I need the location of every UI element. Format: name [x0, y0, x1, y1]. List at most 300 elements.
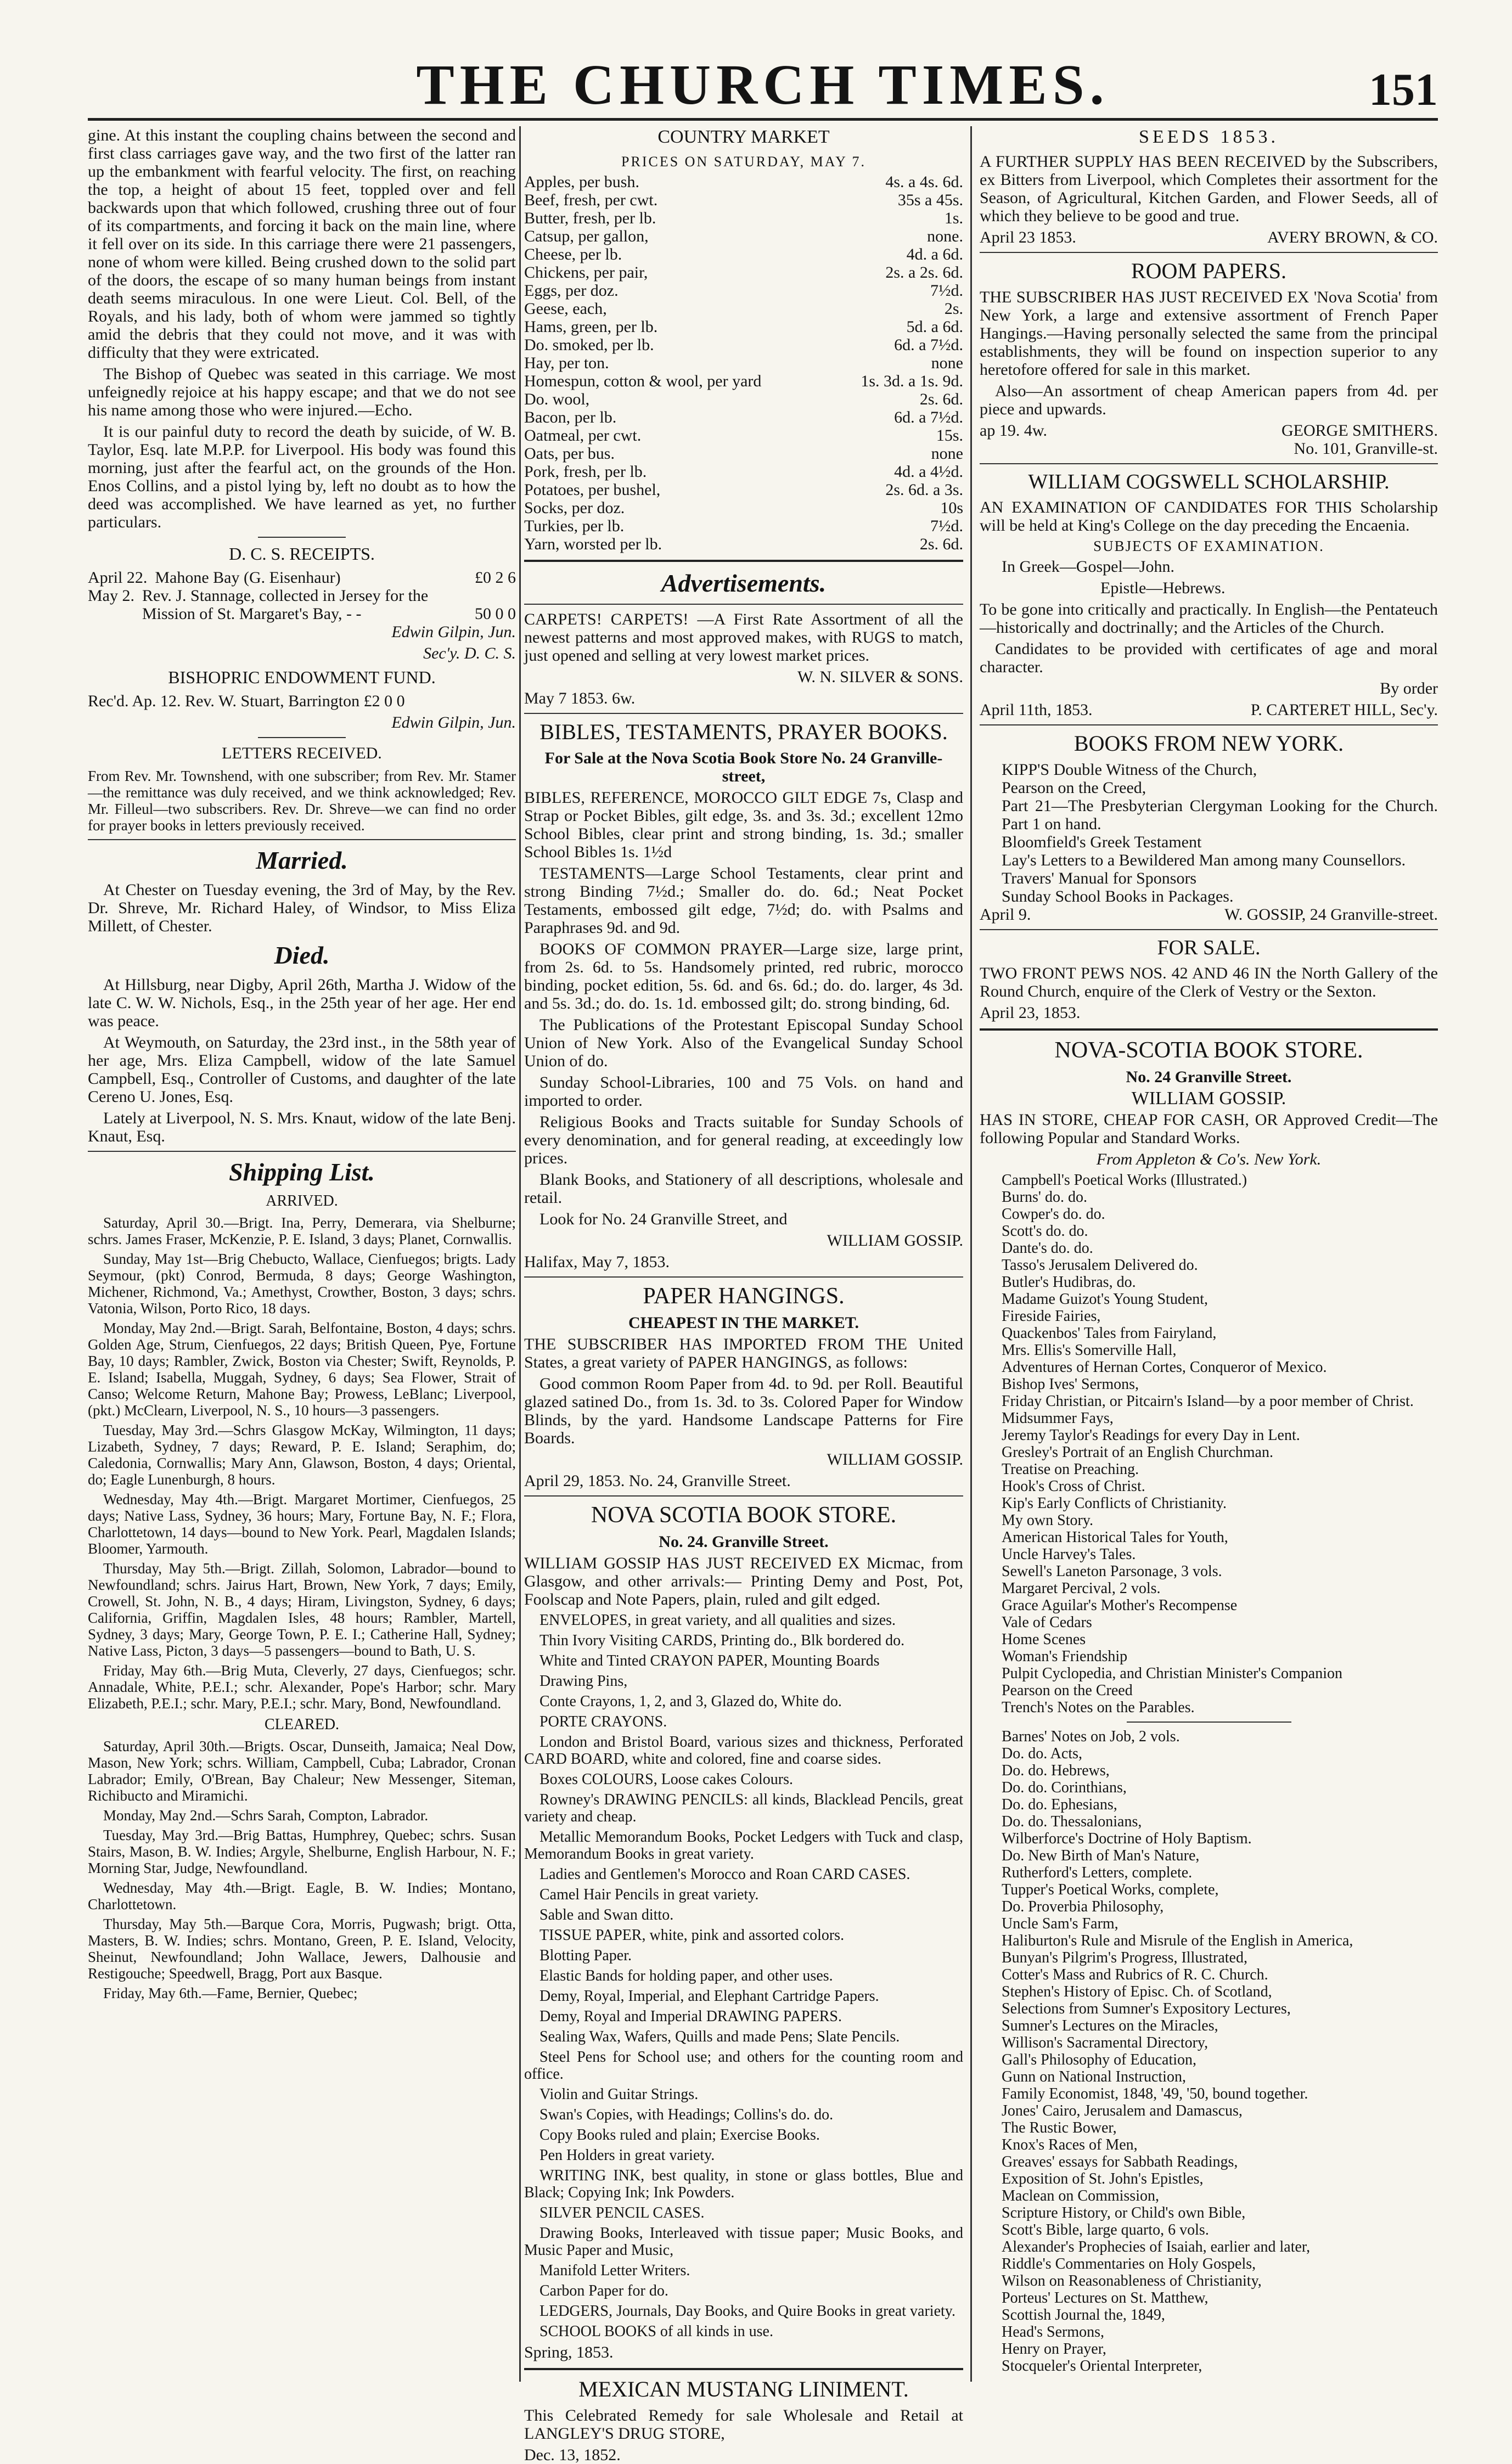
bookstore-book: The Rustic Bower,	[1002, 2119, 1117, 2136]
market-row	[524, 173, 963, 191]
bookstore-book: Quackenbos' Tales from Fairyland,	[1002, 1325, 1217, 1342]
paper-subheading: CHEAPEST IN THE MARKET.	[628, 1314, 859, 1332]
married-text: At Chester on Tuesday evening, the 3rd of May, by the Rev. Dr. Shreve, Mr. Richard Haley, of Windsor, to Miss Eliza Millett, of Chester.	[88, 881, 516, 935]
market-row	[524, 354, 963, 372]
mustang-date: Dec. 13, 1852.	[524, 2446, 621, 2464]
bookstore-book: Uncle Sam's Farm,	[1002, 1915, 1118, 1932]
arrived-entry: Saturday, April 30.—Brigt. Ina, Perry, Demerara, via Shelburne; schrs. James Fraser, McKenzie, P. E. Island, 3 days; Planet, Cornwallis.	[88, 1214, 516, 1247]
bookstore-book: Stephen's History of Episc. Ch. of Scotland,	[1002, 1983, 1272, 2000]
market-item: Beef, fresh, per cwt.	[524, 191, 658, 209]
market-row	[524, 517, 963, 535]
for-sale-date: April 23, 1853.	[980, 1004, 1081, 1022]
nsbs-item: Thin Ivory Visiting CARDS, Printing do., Blk bordered do.	[539, 1632, 905, 1649]
market-price: 6d. a 7½d.	[894, 408, 963, 426]
nsbs-item: Sable and Swan ditto.	[539, 1906, 674, 1923]
ny-book-item: Pearson on the Creed,	[1002, 779, 1146, 797]
masthead-rule	[88, 118, 1438, 121]
nsbs-item: Elastic Bands for holding paper, and other uses.	[539, 1967, 833, 1984]
nsbs-item: WRITING INK, best quality, in stone or glass bottles, Blue and Black; Copying Ink; Ink Powders.	[524, 2167, 963, 2201]
died-heading: Died.	[274, 941, 330, 969]
dcs-signature: Edwin Gilpin, Jun.	[391, 623, 516, 641]
dcs-text: Mahone Bay (G. Eisenhaur)	[155, 569, 341, 587]
arrived-entry: Sunday, May 1st—Brig Chebucto, Wallace, Cienfuegos; brigts. Lady Seymour, (pkt) Conrod, Bermuda, 8 days; George Washington, Michener, Richmond, Va.; Amethyst, Crowther, Boston, 3 days; schrs. Vatonia, Wilson, Porto Rico, 18 days.	[88, 1251, 516, 1317]
nsbs-item: Ladies and Gentlemen's Morocco and Roan CARD CASES.	[539, 1866, 910, 1883]
market-price: 1s.	[944, 209, 963, 227]
bookstore-book: Pulpit Cyclopedia, and Christian Minister's Companion	[1002, 1665, 1343, 1682]
market-row	[524, 227, 963, 245]
column-rule-2	[970, 126, 972, 2382]
column-3	[980, 126, 1438, 2382]
divider	[980, 724, 1438, 725]
market-row	[524, 535, 963, 553]
bookstore-book: Burns' do. do.	[1002, 1189, 1087, 1206]
market-price: 1s. 3d. a 1s. 9d.	[861, 372, 963, 390]
ny-books-footer	[980, 905, 1438, 924]
market-row	[524, 245, 963, 263]
bookstore-book: Vale of Cedars	[1002, 1614, 1092, 1631]
bibles-text: Blank Books, and Stationery of all descriptions, wholesale and retail.	[524, 1171, 963, 1207]
room-papers-date: ap 19. 4w.	[980, 421, 1048, 440]
ny-books-signature: W. GOSSIP, 24 Granville-street.	[1224, 905, 1438, 924]
for-sale-text: TWO FRONT PEWS NOS. 42 AND 46 IN the North Gallery of the Round Church, enquire of the Clerk of Vestry or the Sexton.	[980, 964, 1438, 1000]
nsbs-item: TISSUE PAPER, white, pink and assorted colors.	[539, 1927, 845, 1944]
divider	[980, 252, 1438, 253]
market-item: Chickens, per pair,	[524, 263, 648, 282]
market-price: 4d. a 4½d.	[894, 463, 963, 481]
cogswell-text: AN EXAMINATION OF CANDIDATES FOR THIS Scholarship will be held at King's College on the day preceding the Encaenia.	[980, 498, 1438, 535]
nsbs-item: Carbon Paper for do.	[539, 2282, 668, 2299]
cogswell-order: By order	[1380, 679, 1438, 697]
shipping-heading: Shipping List.	[229, 1158, 375, 1186]
bookstore-book: Scripture History, or Child's own Bible,	[1002, 2204, 1246, 2221]
market-item: Bacon, per lb.	[524, 408, 617, 426]
cogswell-signature: P. CARTERET HILL, Sec'y.	[1250, 701, 1438, 719]
bookstore-book: Porteus' Lectures on St. Matthew,	[1002, 2289, 1209, 2307]
bookstore-book: Barnes' Notes on Job, 2 vols.	[1002, 1728, 1180, 1745]
bookstore-book: Cotter's Mass and Rubrics of R. C. Church.	[1002, 1966, 1268, 1983]
bookstore-book: Fireside Fairies,	[1002, 1308, 1101, 1325]
arrived-entry: Friday, May 6th.—Brig Muta, Cleverly, 27 days, Cienfuegos; schr. Annadale, White, P.E.I.; schr. Alexander, Pope's Harbor; schr. Mary Elizabeth, P.E.I.; schr. Mary, P.E.I.; schr. Mary, Bond, Newfoundland.	[88, 1662, 516, 1712]
bookstore-book: Wilson on Reasonableness of Christianity,	[1002, 2272, 1262, 2289]
market-price: 7½d.	[930, 517, 963, 535]
bookstore-book: Do. do. Ephesians,	[1002, 1796, 1117, 1813]
bookstore-book: Jones' Cairo, Jerusalem and Damascus,	[1002, 2102, 1243, 2119]
bookstore-book: Maclean on Commission,	[1002, 2187, 1159, 2204]
nsbs-item: SCHOOL BOOKS of all kinds in use.	[539, 2323, 773, 2340]
cleared-heading: CLEARED.	[264, 1716, 340, 1733]
page-number: 151	[1369, 64, 1438, 115]
nsbs-subheading: No. 24. Granville Street.	[659, 1533, 829, 1551]
nsbs-item: Camel Hair Pencils in great variety.	[539, 1886, 759, 1903]
market-item: Yarn, worsted per lb.	[524, 535, 662, 553]
market-price: 4d. a 6d.	[906, 245, 963, 263]
cogswell-epistle: Epistle—Hebrews.	[1100, 579, 1226, 597]
market-table	[524, 173, 963, 553]
market-item: Hay, per ton.	[524, 354, 609, 372]
bookstore-book: Midsummer Fays,	[1002, 1410, 1114, 1427]
divider	[524, 713, 963, 714]
ny-book-item: Lay's Letters to a Bewildered Man among many Counsellors.	[1002, 851, 1406, 869]
bookstore-book: Pearson on the Creed	[1002, 1682, 1133, 1699]
cogswell-text: Candidates to be provided with certificates of age and moral character.	[980, 640, 1438, 676]
bookstore-books-2	[980, 1728, 1438, 2375]
bookstore-book: Tupper's Poetical Works, complete,	[1002, 1881, 1219, 1898]
ny-book-item: Part 21—The Presbyterian Clergyman Looking for the Church. Part 1 on hand.	[1002, 797, 1438, 833]
seeds-heading: SEEDS 1853.	[1139, 127, 1279, 147]
bookstore-book: Riddle's Commentaries on Holy Gospels,	[1002, 2255, 1256, 2272]
bookstore-book: Selections from Sumner's Expository Lectures,	[1002, 2000, 1291, 2017]
arrived-list	[88, 1214, 516, 1712]
bookstore-book: Knox's Races of Men,	[1002, 2136, 1138, 2153]
nsbs-item: Conte Crayons, 1, 2, and 3, Glazed do, White do.	[539, 1693, 842, 1710]
market-price: 2s.	[944, 300, 963, 318]
nsbs-heading: NOVA SCOTIA BOOK STORE.	[591, 1503, 897, 1528]
cleared-entry: Monday, May 2nd.—Schrs Sarah, Compton, Labrador.	[103, 1807, 429, 1824]
carpets-signature: W. N. SILVER & SONS.	[797, 668, 963, 686]
market-item: Socks, per doz.	[524, 499, 625, 517]
arrived-entry: Wednesday, May 4th.—Brigt. Margaret Mortimer, Cienfuegos, 25 days; Native Lass, Sydney, 36 hours; Mary, Fortune Bay, N. F.; Flora, Charlottetown, 14 days—bound to New York. Pearl, Magdalen Islands; Bloomer, Yarmouth.	[88, 1491, 516, 1557]
bookstore-book: Family Economist, 1848, '49, '50, bound together.	[1002, 2085, 1308, 2102]
market-price: 6d. a 7½d.	[894, 336, 963, 354]
market-price: 15s.	[936, 426, 963, 445]
article-accident-1: gine. At this instant the coupling chains between the second and first class carriages gave way, and the two first of the latter ran up the embankment with fearful velocity. The first, on reaching the top, a height of about 15 feet, toppled over and fell backwards upon that which followed, crushing three out of four of its compartments, and forcing it back on the main line, where it fell over on its side. In this carriage there were 21 passengers, none of whom were killed. Being crushed down to the solid part of the doors, the escape of so many human beings from instant death seems miraculous. In one were Lieut. Col. Bell, of the Royals, and his lady, both of whom were jammed so tightly amid the debris that they could not move, and it was with difficulty that they were extricated.	[88, 126, 516, 362]
letters-heading: LETTERS RECEIVED.	[222, 744, 382, 762]
newspaper-title: THE CHURCH TIMES.	[416, 53, 1110, 116]
ny-books-date: April 9.	[980, 905, 1031, 924]
paper-date: April 29, 1853. No. 24, Granville Street.	[524, 1472, 791, 1490]
bookstore-book: Exposition of St. John's Epistles,	[1002, 2170, 1204, 2187]
paper-signature: WILLIAM GOSSIP.	[827, 1450, 963, 1469]
cleared-entry: Friday, May 6th.—Fame, Bernier, Quebec;	[103, 1985, 358, 2001]
nsbs-item: Blotting Paper.	[539, 1947, 632, 1964]
market-price: 2s. a 2s. 6d.	[885, 263, 963, 282]
room-papers-heading: ROOM PAPERS.	[1131, 258, 1287, 283]
seeds-signature: AVERY BROWN, & CO.	[1267, 228, 1438, 246]
dcs-amount: 50 0 0	[475, 605, 516, 623]
divider	[524, 560, 963, 562]
bookstore-book: Gunn on National Instruction,	[1002, 2068, 1186, 2085]
bookstore-book: Butler's Hudibras, do.	[1002, 1274, 1136, 1291]
dcs-secretary: Sec'y. D. C. S.	[423, 644, 516, 662]
bookstore-book: Uncle Harvey's Tales.	[1002, 1546, 1136, 1563]
bookstore-book: Trench's Notes on the Parables.	[1002, 1699, 1195, 1716]
mustang-text: This Celebrated Remedy for sale Wholesale and Retail at LANGLEY'S DRUG STORE,	[524, 2406, 963, 2443]
divider	[1127, 1722, 1291, 1723]
nsbs-item: LEDGERS, Journals, Day Books, and Quire Books in great variety.	[539, 2303, 955, 2320]
cogswell-footer	[980, 701, 1438, 719]
bookstore-name: WILLIAM GOSSIP.	[1131, 1088, 1286, 1109]
nsbs-item: SILVER PENCIL CASES.	[539, 2204, 705, 2221]
arrived-entry: Tuesday, May 3rd.—Schrs Glasgow McKay, Wilmington, 11 days; Lizabeth, Sydney, 7 days; Reward, P. E. Island; Seraphim, do; Caledonia, Cornwallis; Mary Ann, Glawson, Boston, 4 days; Oriental, do; Eagle Lunenburgh, 8 hours.	[88, 1422, 516, 1488]
market-item: Do. wool,	[524, 390, 590, 408]
bookstore-book: Gall's Philosophy of Education,	[1002, 2051, 1197, 2068]
mustang-heading: MEXICAN MUSTANG LINIMENT.	[578, 2377, 909, 2401]
market-row	[524, 318, 963, 336]
married-heading: Married.	[256, 846, 348, 874]
bookstore-book: Do. do. Corinthians,	[1002, 1779, 1127, 1796]
bibles-text: The Publications of the Protestant Episcopal Sunday School Union of New York. Also of the Evangelical Sunday School Union of do.	[524, 1016, 963, 1070]
market-price: none	[931, 354, 963, 372]
for-sale-heading: FOR SALE.	[1157, 936, 1261, 959]
bookstore-book: Do. New Birth of Man's Nature,	[1002, 1847, 1200, 1864]
bookstore-book: Henry on Prayer,	[1002, 2341, 1106, 2358]
market-item: Do. smoked, per lb.	[524, 336, 654, 354]
bibles-text: Look for No. 24 Granville Street, and	[539, 1210, 788, 1228]
market-row	[524, 191, 963, 209]
nsbs-item: Manifold Letter Writers.	[539, 2262, 690, 2279]
column-rule-1	[519, 126, 521, 2382]
nsbs-item: Demy, Royal and Imperial DRAWING PAPERS.	[539, 2008, 842, 2025]
bibles-text: BIBLES, REFERENCE, MOROCCO GILT EDGE 7s, Clasp and Strap or Pocket Bibles, gilt edge, 3s. and 3s. 3d.; excellent 12mo School Bibles, clear print and strong binding, 1s. 3d.; smaller School Bibles 1s. 1½d	[524, 789, 963, 861]
market-item: Oatmeal, per cwt.	[524, 426, 642, 445]
nsbs-item: Sealing Wax, Wafers, Quills and made Pens; Slate Pencils.	[539, 2028, 900, 2045]
endowment-text: Rec'd. Ap. 12. Rev. W. Stuart, Barrington £2 0 0	[88, 692, 405, 710]
divider	[258, 737, 346, 738]
bookstore-book: Woman's Friendship	[1002, 1648, 1128, 1665]
ny-book-item: Travers' Manual for Sponsors	[1002, 869, 1197, 887]
bookstore-books	[980, 1172, 1438, 1716]
arrived-entry: Thursday, May 5th.—Brigt. Zillah, Solomon, Labrador—bound to Newfoundland; schrs. Jairus Hart, Brown, New York, 7 days; Emily, Crowell, St. John, N. B., 4 days; Hiram, Livingston, Sydney, 6 days; California, Griffin, Magdalen Isles, 48 hours; Rambler, Martell, Sydney, 3 days; Mary, George Town, P. E. I.; Catherine Hall, Sydney; Native Lass, Picton, 3 days—5 passengers—bound to Bath, U. S.	[88, 1560, 516, 1659]
bookstore-book: Head's Sermons,	[1002, 2324, 1105, 2341]
advertisements-heading: Advertisements.	[661, 569, 827, 597]
cogswell-text: To be gone into critically and practically. In English—the Pentateuch—historically and doctrinally; and the Articles of the Church.	[980, 600, 1438, 637]
nsbs-item: PORTE CRAYONS.	[539, 1713, 667, 1730]
bibles-text: Religious Books and Tracts suitable for Sunday Schools of every denomination, and for general reading, at exceedingly low prices.	[524, 1113, 963, 1167]
dcs-row	[88, 587, 516, 623]
room-papers-text: Also—An assortment of cheap American papers from 4d. per piece and upwards.	[980, 382, 1438, 418]
bookstore-book: Margaret Percival, 2 vols.	[1002, 1580, 1161, 1597]
nsbs-date: Spring, 1853.	[524, 2343, 614, 2361]
market-item: Eggs, per doz.	[524, 282, 619, 300]
bookstore-book: Gresley's Portrait of an English Churchman.	[1002, 1444, 1273, 1461]
market-price: 35s a 45s.	[897, 191, 963, 209]
market-row	[524, 209, 963, 227]
ny-book-item: Sunday School Books in Packages.	[1002, 887, 1234, 905]
cleared-list	[88, 1738, 516, 2001]
bookstore-book: Cowper's do. do.	[1002, 1206, 1105, 1223]
bookstore-book: Home Scenes	[1002, 1631, 1086, 1648]
ny-book-item: Bloomfield's Greek Testament	[1002, 833, 1202, 851]
bookstore-book: Madame Guizot's Young Student,	[1002, 1291, 1209, 1308]
paper-heading: PAPER HANGINGS.	[643, 1284, 845, 1309]
bookstore-book: Alexander's Prophecies of Isaiah, earlier and later,	[1002, 2238, 1311, 2255]
market-item: Catsup, per gallon,	[524, 227, 649, 245]
carpets-date: May 7 1853. 6w.	[524, 689, 636, 707]
dcs-date: April 22.	[88, 569, 148, 587]
market-item: Potatoes, per bushel,	[524, 481, 661, 499]
bookstore-book: Treatise on Preaching.	[1002, 1461, 1139, 1478]
market-price: none.	[927, 227, 963, 245]
endowment-heading: BISHOPRIC ENDOWMENT FUND.	[168, 667, 436, 687]
bookstore-book: Wilberforce's Doctrine of Holy Baptism.	[1002, 1830, 1252, 1847]
nsbs-item: Violin and Guitar Strings.	[539, 2086, 699, 2103]
bookstore-book: Scott's do. do.	[1002, 1223, 1088, 1240]
dcs-row	[88, 569, 516, 587]
nsbs-item: Pen Holders in great variety.	[539, 2147, 715, 2164]
nsbs-item: Rowney's DRAWING PENCILS: all kinds, Blacklead Pencils, great variety and cheap.	[524, 1791, 963, 1825]
ny-book-item: KIPP'S Double Witness of the Church,	[1002, 761, 1257, 779]
seeds-date: April 23 1853.	[980, 228, 1076, 246]
market-item: Geese, each,	[524, 300, 607, 318]
bibles-text: BOOKS OF COMMON PRAYER—Large size, large print, from 2s. 6d. to 5s. Handsomely printed, red rubric, morocco binding, pocket edition, 5s. 6d. and 6s. 6d.; do. do. larger, 4s 3d. and 5s. 3d.; do. do. 1s. 1d. embossed gilt; do. strong binding, 6d.	[524, 940, 963, 1012]
paper-text: Good common Room Paper from 4d. to 9d. per Roll. Beautiful glazed satined Do., from 1s. 3d. to 3s. Colored Paper for Window Blinds, by the yard. Handsome Landscape Patterns for Fire Boards.	[524, 1375, 963, 1447]
nsbs-item: Steel Pens for School use; and others for the counting room and office.	[524, 2049, 963, 2083]
market-price: 4s. a 4s. 6d.	[885, 173, 963, 191]
market-row	[524, 263, 963, 282]
cleared-entry: Wednesday, May 4th.—Brigt. Eagle, B. W. Indies; Montano, Charlottetown.	[88, 1880, 516, 1912]
divider	[980, 463, 1438, 464]
bookstore-book: Kip's Early Conflicts of Christianity.	[1002, 1495, 1227, 1512]
bookstore-book: Rutherford's Letters, complete.	[1002, 1864, 1193, 1881]
carpets-ad: CARPETS! CARPETS! —A First Rate Assortment of all the newest patterns and most approved makes, with RUGS to match, just opened and selling at very lowest market prices.	[524, 610, 963, 665]
bookstore-text: HAS IN STORE, CHEAP FOR CASH, OR Approved Credit—The following Popular and Standard Works.	[980, 1111, 1438, 1147]
bookstore-book: Scottish Journal the, 1849,	[1002, 2307, 1165, 2324]
ny-books-list	[980, 761, 1438, 905]
bookstore-book: Mrs. Ellis's Somerville Hall,	[1002, 1342, 1177, 1359]
divider	[88, 839, 516, 840]
bookstore-book: Haliburton's Rule and Misrule of the English in America,	[1002, 1932, 1353, 1949]
dcs-date: May 2.	[88, 587, 134, 605]
died-3: Lately at Liverpool, N. S. Mrs. Knaut, widow of the late Benj. Knaut, Esq.	[88, 1109, 516, 1145]
bookstore-book: Adventures of Hernan Cortes, Conqueror of Mexico.	[1002, 1359, 1327, 1376]
nsbs-item: Drawing Pins,	[539, 1673, 628, 1690]
market-row	[524, 499, 963, 517]
article-accident-2: The Bishop of Quebec was seated in this carriage. We most unfeignedly rejoice at his happy escape; and that we do not see his name among those who were injured.—Echo.	[88, 365, 516, 419]
market-row	[524, 426, 963, 445]
bookstore-book: Willison's Sacramental Directory,	[1002, 2034, 1209, 2051]
endowment-signature: Edwin Gilpin, Jun.	[391, 713, 516, 732]
market-item: Homespun, cotton & wool, per yard	[524, 372, 762, 390]
cogswell-greek: In Greek—Gospel—John.	[1002, 558, 1174, 576]
nsbs-item: Metallic Memorandum Books, Pocket Ledgers with Tuck and clasp, Memorandum Books in great variety.	[524, 1829, 963, 1863]
column-2	[524, 126, 963, 2464]
cogswell-date: April 11th, 1853.	[980, 701, 1093, 719]
nsbs-items	[524, 1612, 963, 2340]
room-papers-footer	[980, 421, 1438, 440]
market-heading: COUNTRY MARKET	[657, 127, 830, 147]
nsbs-item: London and Bristol Board, various sizes and thickness, Perforated CARD BOARD, white and colored, fine and coarse sides.	[524, 1734, 963, 1768]
market-subheading: PRICES ON SATURDAY, MAY 7.	[621, 154, 866, 170]
seeds-footer	[980, 228, 1438, 246]
market-item: Turkies, per lb.	[524, 517, 625, 535]
bookstore-book: Do. do. Thessalonians,	[1002, 1813, 1142, 1830]
market-row	[524, 408, 963, 426]
bookstore-book: Greaves' essays for Sabbath Readings,	[1002, 2153, 1238, 2170]
market-row	[524, 390, 963, 408]
ny-books-heading: BOOKS FROM NEW YORK.	[1073, 731, 1344, 756]
market-row	[524, 481, 963, 499]
divider	[258, 537, 346, 538]
bibles-text: Sunday School-Libraries, 100 and 75 Vols. on hand and imported to order.	[524, 1073, 963, 1110]
nsbs-item: Copy Books ruled and plain; Exercise Books.	[539, 2127, 820, 2144]
nsbs-item: Drawing Books, Interleaved with tissue paper; Music Books, and Music Paper and Music,	[524, 2225, 963, 2259]
room-papers-signature: GEORGE SMITHERS.	[1281, 421, 1438, 440]
market-row	[524, 300, 963, 318]
cogswell-subheading: SUBJECTS OF EXAMINATION.	[1093, 538, 1324, 554]
bookstore-book: Do. do. Hebrews,	[1002, 1762, 1110, 1779]
nsbs-text: WILLIAM GOSSIP HAS JUST RECEIVED EX Micmac, from Glasgow, and other arrivals:— Printing Demy and Post, Pot, Foolscap and Note Papers, plain, ruled and gilt edged.	[524, 1554, 963, 1608]
bookstore-book: Stocqueler's Oriental Interpreter,	[1002, 2358, 1202, 2375]
divider	[88, 1151, 516, 1152]
arrived-entry: Monday, May 2nd.—Brigt. Sarah, Belfontaine, Boston, 4 days; schrs. Golden Age, Strum, Cienfuegos, 22 days; British Queen, Pye, Fortune Bay, 10 days; Rambler, Zwick, Boston via Chester; Swift, Reynolds, P. E. Island; Isabella, Muggah, Sydney, 6 days; Sea Flower, Strait of Canso; Welcome Return, Mahone Bay; Prowess, LeBlanc; Liverpool, (pkt.) McClearn, Liverpool, N. S., 10 hours—3 passengers.	[88, 1320, 516, 1419]
masthead	[88, 52, 1438, 116]
seeds-text: A FURTHER SUPPLY HAS BEEN RECEIVED by the Subscribers, ex Bitters from Liverpool, which Completes their assortment for the Season, of Agricultural, Kitchen Garden, and Flower Seeds, all of which they believe to be good and true.	[980, 153, 1438, 225]
market-item: Butter, fresh, per lb.	[524, 209, 656, 227]
market-item: Pork, fresh, per lb.	[524, 463, 647, 481]
market-item: Apples, per bush.	[524, 173, 639, 191]
dcs-text: Rev. J. Stannage, collected in Jersey for the Mission of St. Margaret's Bay, - -	[142, 587, 429, 623]
divider	[524, 2368, 963, 2370]
bookstore-book: Campbell's Poetical Works (Illustrated.)	[1002, 1172, 1247, 1189]
bibles-heading: BIBLES, TESTAMENTS, PRAYER BOOKS.	[539, 719, 948, 744]
bookstore-book: Friday Christian, or Pitcairn's Island—by a poor member of Christ.	[1002, 1393, 1414, 1410]
bookstore-subheading: No. 24 Granville Street.	[1126, 1068, 1292, 1086]
bibles-text: TESTAMENTS—Large School Testaments, clear print and strong Binding 7½d.; Smaller do. do. 6d.; Neat Pocket Testaments, embossed gilt edge, 7½d; do. with Psalms and Paraphrases 9d. and 9d.	[524, 864, 963, 937]
bookstore-book: Jeremy Taylor's Readings for every Day in Lent.	[1002, 1427, 1300, 1444]
nsbs-item: Swan's Copies, with Headings; Collins's do. do.	[539, 2106, 834, 2123]
article-suicide: It is our painful duty to record the death by suicide, of W. B. Taylor, Esq. late M.P.P. for Liverpool. His body was found this morning, just after the fearful act, on the grounds of the Hon. Enos Collins, and a pistol lying by, left no doubt as to how the deed was accomplished. We have learned as yet, no further particulars.	[88, 423, 516, 531]
market-price: 7½d.	[930, 282, 963, 300]
market-row	[524, 282, 963, 300]
bookstore-book: Sumner's Lectures on the Miracles,	[1002, 2017, 1218, 2034]
room-papers-address: No. 101, Granville-st.	[1294, 440, 1438, 458]
nsbs-item: ENVELOPES, in great variety, and all qualities and sizes.	[539, 1612, 896, 1629]
market-row	[524, 336, 963, 354]
bookstore-book: Do. do. Acts,	[1002, 1745, 1082, 1762]
nsbs-item: Demy, Royal, Imperial, and Elephant Cartridge Papers.	[539, 1988, 879, 2005]
bookstore-book: Dante's do. do.	[1002, 1240, 1093, 1257]
divider	[524, 604, 963, 605]
market-price: 2s. 6d.	[919, 535, 963, 553]
bookstore-book: Bunyan's Pilgrim's Progress, Illustrated,	[1002, 1949, 1247, 1966]
nsbs-item: Boxes COLOURS, Loose cakes Colours.	[539, 1771, 793, 1788]
letters-text: From Rev. Mr. Townshend, with one subscriber; from Rev. Mr. Stamer—the remittance was duly received, and we think acknowledged; Rev. Mr. Filleul—two subscribers. Rev. Dr. Shreve—we can find no order for prayer books in letters previously received.	[88, 768, 516, 834]
market-price: none	[931, 445, 963, 463]
divider	[524, 1276, 963, 1278]
market-row	[524, 463, 963, 481]
bibles-date: Halifax, May 7, 1853.	[524, 1253, 670, 1271]
arrived-heading: ARRIVED.	[266, 1192, 338, 1210]
market-price: 2s. 6d.	[919, 390, 963, 408]
bookstore-book: My own Story.	[1002, 1512, 1093, 1529]
died-1: At Hillsburg, near Digby, April 26th, Martha J. Widow of the late C. W. W. Nichols, Esq., in the 25th year of her age. Her end was peace.	[88, 976, 516, 1030]
bookstore-book: Hook's Cross of Christ.	[1002, 1478, 1145, 1495]
dcs-amount: £0 2 6	[475, 569, 516, 587]
died-2: At Weymouth, on Saturday, the 23rd inst., in the 58th year of her age, Mrs. Eliza Campbell, widow of the late Samuel Campbell, Esq., Controller of Customs, and daughter of the late Cereno U. Jones, Esq.	[88, 1033, 516, 1106]
bookstore-book: American Historical Tales for Youth,	[1002, 1529, 1228, 1546]
bookstore-book: Bishop Ives' Sermons,	[1002, 1376, 1139, 1393]
column-1	[88, 126, 516, 2382]
market-row	[524, 372, 963, 390]
cleared-entry: Saturday, April 30th.—Brigts. Oscar, Dunseith, Jamaica; Neal Dow, Mason, New York; schrs. William, Campbell, Cuba; Labrador, Cronan Labrador; Emily, O'Brean, Bay Chaleur; New Messenger, Siteman, Richibucto and Miramichi.	[88, 1738, 516, 1804]
bookstore-book: Scott's Bible, large quarto, 6 vols.	[1002, 2221, 1209, 2238]
market-price: 10s	[940, 499, 963, 517]
cleared-entry: Tuesday, May 3rd.—Brig Battas, Humphrey, Quebec; schrs. Susan Stairs, Mason, B. W. Indies; Argyle, Shelburne, English Harbour, N. F.; Morning Star, Judge, Newfoundland.	[88, 1827, 516, 1876]
market-item: Oats, per bus.	[524, 445, 615, 463]
bookstore-from: From Appleton & Co's. New York.	[1096, 1150, 1322, 1168]
room-papers-text: THE SUBSCRIBER HAS JUST RECEIVED EX 'Nova Scotia' from New York, a large and extensive assortment of French Paper Hangings.—Having personally selected the same from the principal establishments, they will be found on inspection superior to any heretofore offered for sale in this market.	[980, 288, 1438, 379]
market-item: Hams, green, per lb.	[524, 318, 658, 336]
nsbs-item: White and Tinted CRAYON PAPER, Mounting Boards	[539, 1652, 880, 1669]
cogswell-heading: WILLIAM COGSWELL SCHOLARSHIP.	[1028, 470, 1390, 493]
market-price: 5d. a 6d.	[906, 318, 963, 336]
dcs-heading: D. C. S. RECEIPTS.	[229, 544, 375, 564]
bookstore-heading: NOVA-SCOTIA BOOK STORE.	[1054, 1038, 1363, 1063]
bookstore-book: Tasso's Jerusalem Delivered do.	[1002, 1257, 1198, 1274]
divider	[980, 929, 1438, 930]
market-row	[524, 445, 963, 463]
cleared-entry: Thursday, May 5th.—Barque Cora, Morris, Pugwash; brigt. Otta, Masters, B. W. Indies; schrs. Montano, Green, P. E. Island, Velocity, Sheinut, Newfoundland; John Wallace, Jewers, Dalhousie and Restigouche; Speedwell, Bragg, Port aux Basque.	[88, 1916, 516, 1982]
